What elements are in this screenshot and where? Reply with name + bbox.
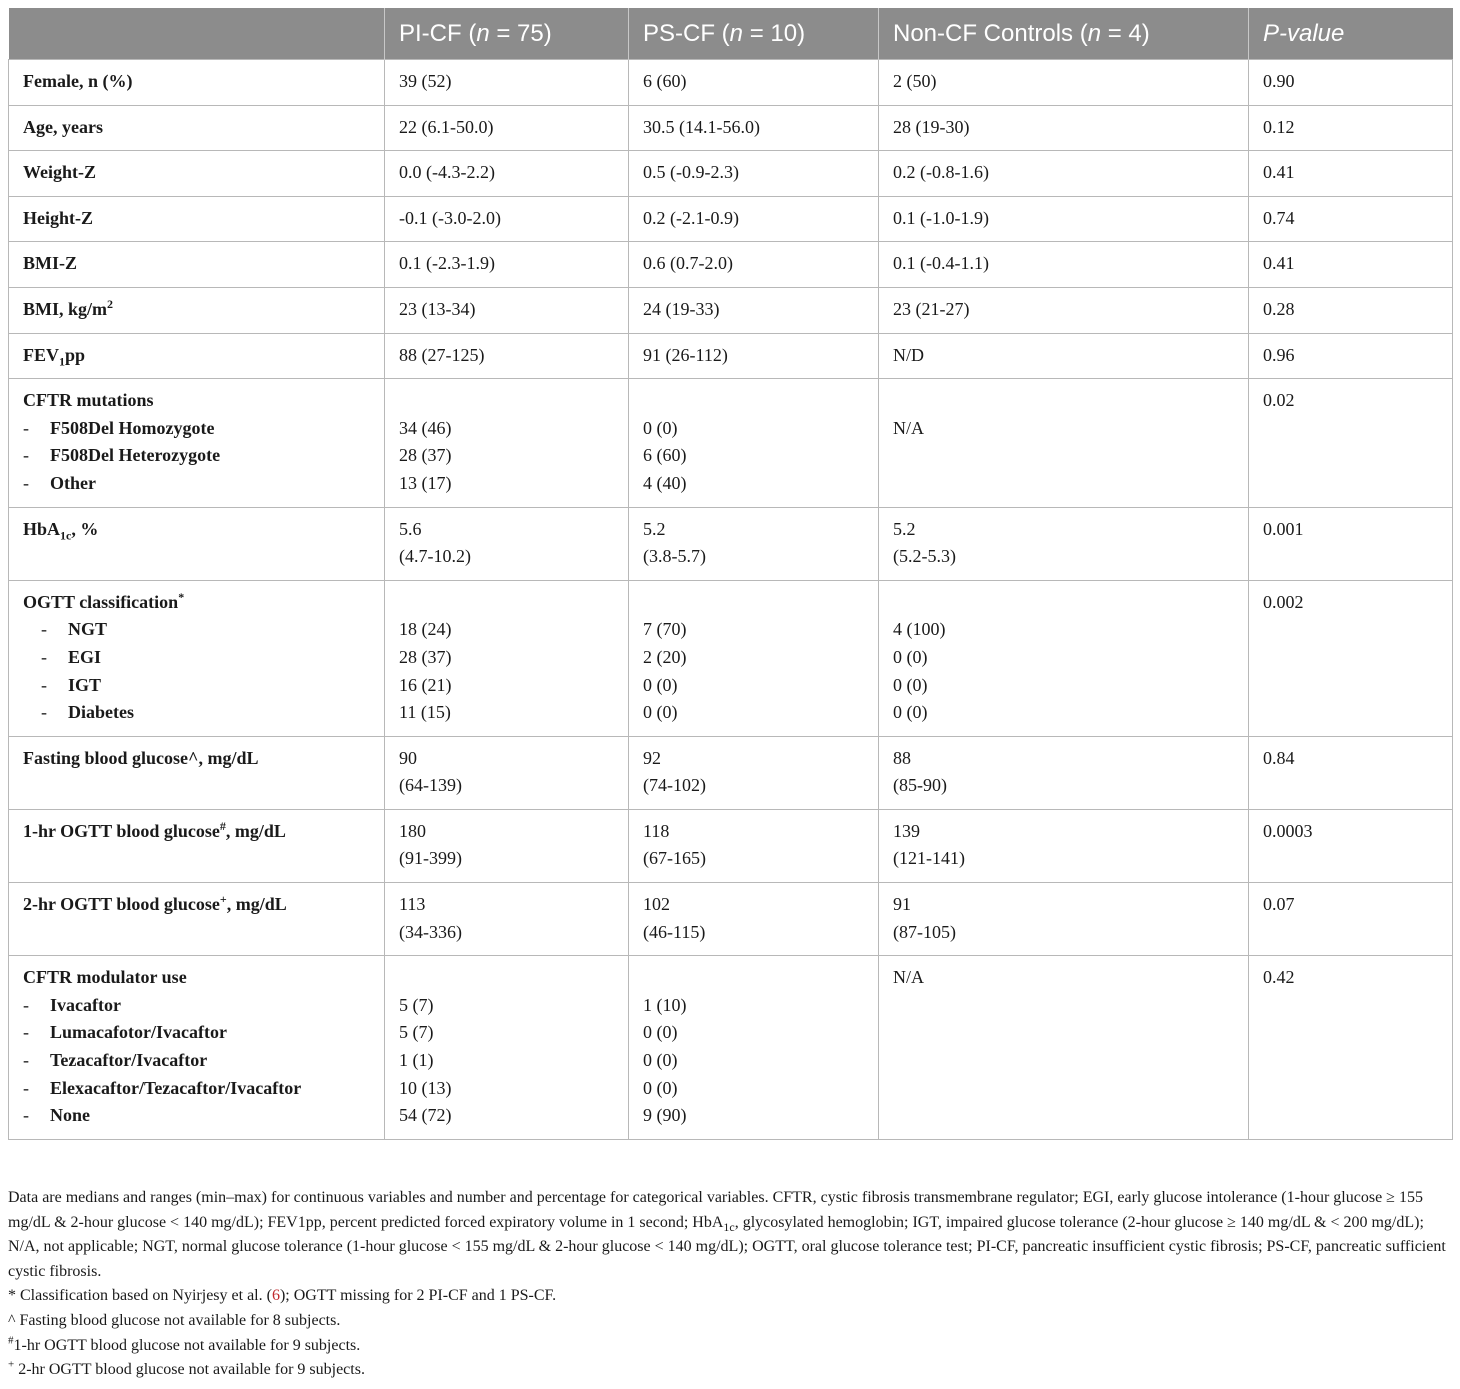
table-row: [9, 151, 1453, 197]
header-controls: Non-CF Controls (n = 4): [879, 8, 1249, 60]
table-row: [9, 242, 1453, 288]
table-header-row: [9, 8, 1453, 60]
cell-ps-cf: 91 (26-112): [629, 333, 879, 379]
cell-ps-cf: 0.2 (-2.1-0.9): [629, 196, 879, 242]
row-label: CFTR modulator use - Ivacaftor - Lumacafotor/Ivacaftor - Tezacaftor/Ivacaftor - Elexacaftor/Tezacaftor/Ivacaftor - None: [9, 956, 385, 1140]
cell-pi-cf: 88 (27-125): [385, 333, 629, 379]
row-label: Female, n (%): [9, 60, 385, 106]
footnote-abbreviations: Data are medians and ranges (min–max) for continuous variables and number and percentage for categorical variables. CFTR, cystic fibrosis transmembrane regulator; EGI, early glucose intolerance (1-hour glucose ≥ 155 mg/dL & 2-hour glucose < 140 mg/dL); FEV1pp, percent predicted forced expiratory volume in 1 second; HbA$_{1c}$, glycosylated hemoglobin; IGT, impaired glucose tolerance (2-hour glucose ≥ 140 mg/dL & < 200 mg/dL); N/A, not applicable; NGT, normal glucose tolerance (1-hour glucose < 155 mg/dL & 2-hour glucose < 140 mg/dL); OGTT, oral glucose tolerance test; PI-CF, pancreatic insufficient cystic fibrosis; PS-CF, pancreatic sufficient cystic fibrosis.: [8, 1189, 1446, 1280]
cell-p-value: 0.84: [1249, 736, 1453, 809]
table-row: [9, 883, 1453, 956]
cell-controls: 139 (121-141): [879, 809, 1249, 882]
cell-ps-cf: 92 (74-102): [629, 736, 879, 809]
row-label: Weight-Z: [9, 151, 385, 197]
header-p-value: P-value: [1249, 8, 1453, 60]
cell-controls: 2 (50): [879, 60, 1249, 106]
cell-pi-cf: 5.6 (4.7-10.2): [385, 507, 629, 580]
cell-p-value: 0.12: [1249, 105, 1453, 151]
cell-p-value: 0.74: [1249, 196, 1453, 242]
demographics-table: [8, 8, 1453, 1140]
cell-controls: 0.2 (-0.8-1.6): [879, 151, 1249, 197]
cell-pi-cf: 180 (91-399): [385, 809, 629, 882]
cell-ps-cf: 118 (67-165): [629, 809, 879, 882]
cell-p-value: 0.28: [1249, 287, 1453, 333]
table-row: [9, 60, 1453, 106]
row-label: Height-Z: [9, 196, 385, 242]
row-label: 1-hr OGTT blood glucose#, mg/dL: [9, 809, 385, 882]
table-row: [9, 809, 1453, 882]
cell-controls: 23 (21-27): [879, 287, 1249, 333]
cell-p-value: 0.90: [1249, 60, 1453, 106]
cell-p-value: 0.002: [1249, 580, 1453, 736]
table-row: [9, 736, 1453, 809]
cell-controls: 5.2 (5.2-5.3): [879, 507, 1249, 580]
cell-controls: 0.1 (-1.0-1.9): [879, 196, 1249, 242]
row-label: BMI-Z: [9, 242, 385, 288]
table-row: [9, 580, 1453, 736]
cell-p-value: 0.41: [1249, 242, 1453, 288]
row-label: 2-hr OGTT blood glucose+, mg/dL: [9, 883, 385, 956]
cell-controls: 91 (87-105): [879, 883, 1249, 956]
footnote-plus: + 2-hr OGTT blood glucose not available for 9 subjects.: [8, 1358, 365, 1379]
cell-p-value: 0.0003: [1249, 809, 1453, 882]
table-footnotes: [8, 1186, 1452, 1383]
cell-pi-cf: -0.1 (-3.0-2.0): [385, 196, 629, 242]
cell-p-value: 0.41: [1249, 151, 1453, 197]
table-row: [9, 379, 1453, 507]
header-pi-cf: PI-CF (n = 75): [385, 8, 629, 60]
table-row: [9, 105, 1453, 151]
table-row: [9, 956, 1453, 1140]
cell-pi-cf: 39 (52): [385, 60, 629, 106]
footnote-caret: ^ Fasting blood glucose not available for 8 subjects.: [8, 1311, 341, 1329]
table-row: [9, 507, 1453, 580]
cell-pi-cf: 18 (24) 28 (37) 16 (21) 11 (15): [385, 580, 629, 736]
cell-ps-cf: 0.6 (0.7-2.0): [629, 242, 879, 288]
cell-p-value: 0.07: [1249, 883, 1453, 956]
cell-ps-cf: 0.5 (-0.9-2.3): [629, 151, 879, 197]
row-label: HbA$_{1c}$, %: [9, 507, 385, 580]
cell-ps-cf: 6 (60): [629, 60, 879, 106]
header-ps-cf: PS-CF (n = 10): [629, 8, 879, 60]
cell-controls: N/D: [879, 333, 1249, 379]
cell-controls: N/A: [879, 379, 1249, 507]
cell-pi-cf: 0.0 (-4.3-2.2): [385, 151, 629, 197]
cell-controls: N/A: [879, 956, 1249, 1140]
table-row: [9, 333, 1453, 379]
cell-pi-cf: 0.1 (-2.3-1.9): [385, 242, 629, 288]
cell-controls: 28 (19-30): [879, 105, 1249, 151]
row-label: BMI, $kg/m^2$: [9, 287, 385, 333]
cell-p-value: 0.42: [1249, 956, 1453, 1140]
cell-ps-cf: 24 (19-33): [629, 287, 879, 333]
cell-ps-cf: 5.2 (3.8-5.7): [629, 507, 879, 580]
row-label: Age, years: [9, 105, 385, 151]
cell-pi-cf: 34 (46) 28 (37) 13 (17): [385, 379, 629, 507]
footnote-hash: #1-hr OGTT blood glucose not available for 9 subjects.: [8, 1334, 361, 1354]
row-label: OGTT classification* - NGT - EGI - IGT - Diabetes: [9, 580, 385, 736]
cell-pi-cf: 113 (34-336): [385, 883, 629, 956]
cell-controls: 4 (100) 0 (0) 0 (0) 0 (0): [879, 580, 1249, 736]
cell-pi-cf: 23 (13-34): [385, 287, 629, 333]
cell-ps-cf: 7 (70) 2 (20) 0 (0) 0 (0): [629, 580, 879, 736]
cell-pi-cf: 90 (64-139): [385, 736, 629, 809]
cell-p-value: 0.001: [1249, 507, 1453, 580]
table-row: [9, 287, 1453, 333]
header-blank: [9, 8, 385, 60]
footnote-asterisk: * Classification based on Nyirjesy et al. (6); OGTT missing for 2 PI-CF and 1 PS-CF.: [8, 1287, 557, 1305]
table-row: [9, 196, 1453, 242]
reference-link[interactable]: 6: [271, 1287, 280, 1305]
cell-ps-cf: 1 (10) 0 (0) 0 (0) 0 (0) 9 (90): [629, 956, 879, 1140]
cell-p-value: 0.02: [1249, 379, 1453, 507]
cell-ps-cf: 102 (46-115): [629, 883, 879, 956]
cell-controls: 0.1 (-0.4-1.1): [879, 242, 1249, 288]
row-label: CFTR mutations - F508Del Homozygote - F508Del Heterozygote - Other: [9, 379, 385, 507]
row-label: Fasting blood glucose^, mg/dL: [9, 736, 385, 809]
cell-ps-cf: 0 (0) 6 (60) 4 (40): [629, 379, 879, 507]
cell-controls: 88 (85-90): [879, 736, 1249, 809]
cell-pi-cf: 22 (6.1-50.0): [385, 105, 629, 151]
cell-p-value: 0.96: [1249, 333, 1453, 379]
cell-pi-cf: 5 (7) 5 (7) 1 (1) 10 (13) 54 (72): [385, 956, 629, 1140]
row-label: $FEV_1pp$: [9, 333, 385, 379]
cell-ps-cf: 30.5 (14.1-56.0): [629, 105, 879, 151]
